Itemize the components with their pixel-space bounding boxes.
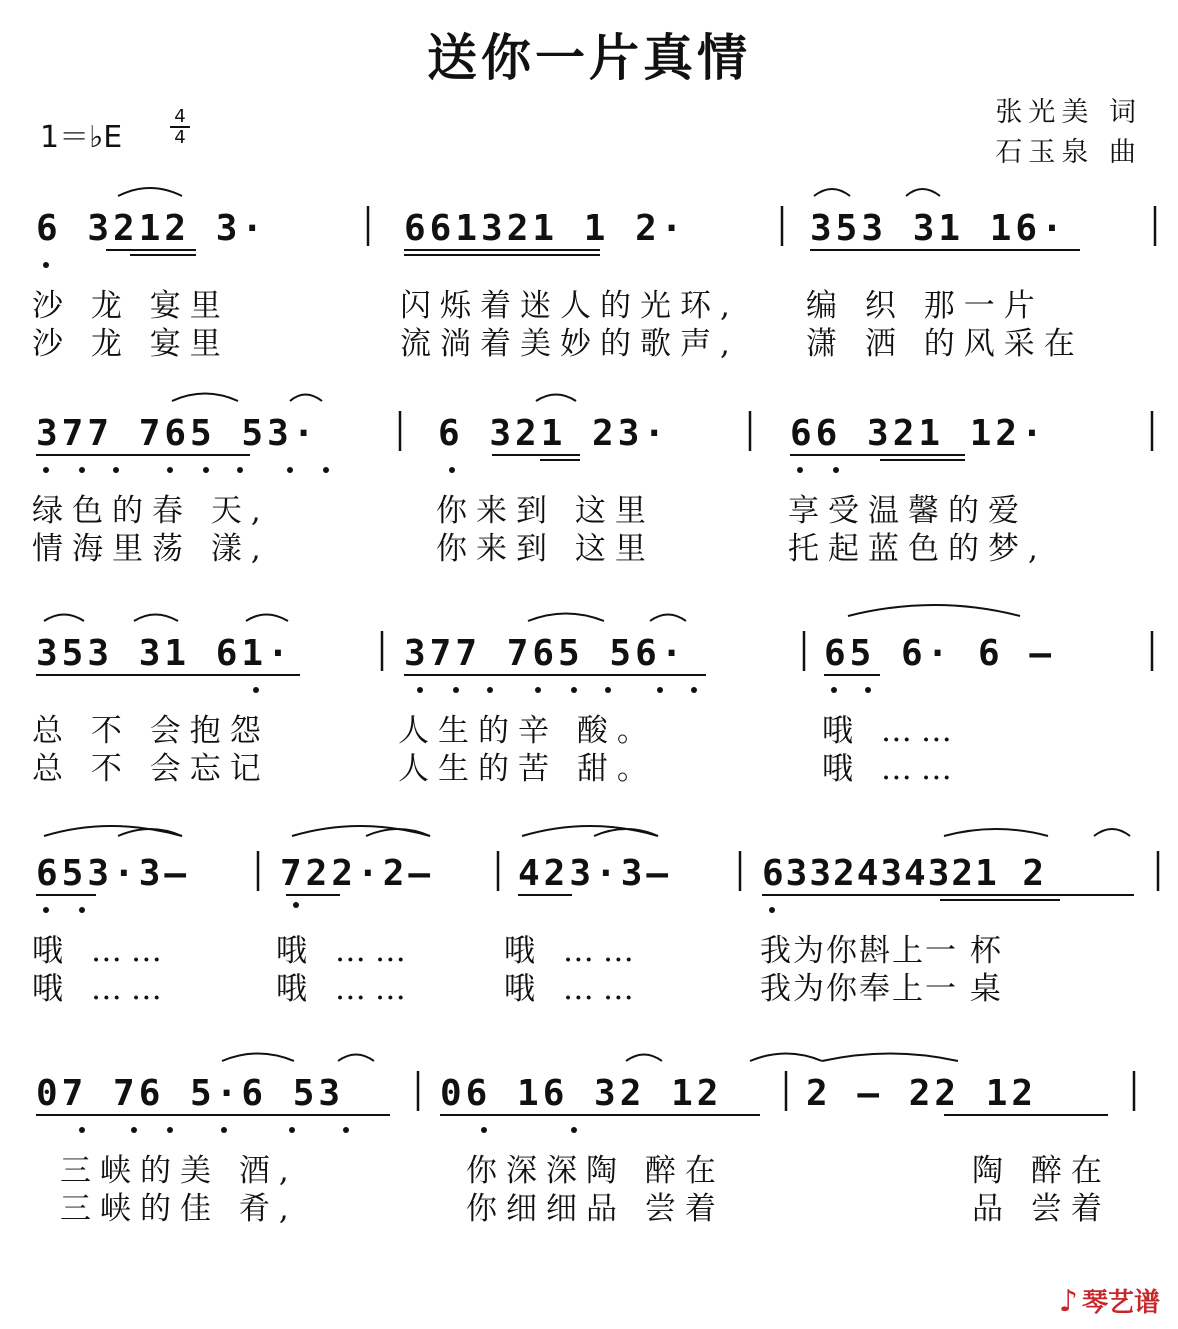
slur (906, 189, 940, 196)
slur (290, 395, 322, 402)
slur (222, 1054, 294, 1062)
lyric-4-2-v2: 哦 …… (276, 971, 415, 1007)
lyric-1-1-v1: 沙 龙 宴里 (32, 288, 230, 324)
measure-3-1-notes: 353 31 61· (36, 633, 293, 674)
slur (594, 829, 658, 836)
octave-dot (167, 1127, 173, 1133)
measure-3-2-notes: 377 765 56· (404, 633, 687, 674)
octave-dot (43, 262, 49, 268)
lyric-2-3-v1: 享受温馨的爱 (788, 493, 1028, 529)
lyricist-credit: 张光美 词 (995, 97, 1142, 128)
octave-dot (449, 467, 455, 473)
measure-2-3-notes: 66 321 12· (790, 413, 1047, 454)
lyric-3-2-v1: 人生的辛 酸。 (398, 713, 657, 749)
lyric-4-2-v1: 哦 …… (276, 933, 415, 969)
slur (650, 615, 686, 622)
lyric-3-3-v1: 哦 …… (822, 713, 961, 749)
time-signature-bottom: 4 (174, 127, 186, 148)
lyric-1-2-v2: 流淌着美妙的歌声, (400, 326, 739, 362)
slur (750, 1054, 822, 1062)
measure-3-3-notes: 65 6· 6 – (824, 633, 1056, 674)
slur (522, 826, 658, 836)
lyric-5-3-v1: 陶 醉在 (972, 1153, 1111, 1189)
slur (292, 826, 430, 836)
lyric-3-2-v2: 人生的苦 甜。 (398, 751, 657, 787)
octave-dot (79, 467, 85, 473)
lyric-3-1-v1: 总 不 会抱怨 (32, 713, 270, 749)
lyric-4-3-v2: 哦 …… (504, 971, 643, 1007)
lyric-3-3-v2: 哦 …… (822, 751, 961, 787)
octave-dot (769, 907, 775, 913)
measure-5-3-notes: 2 – 22 12 (806, 1073, 1038, 1114)
logo-icon: ♪ (1058, 1284, 1078, 1319)
slur (848, 605, 1020, 616)
slur (366, 829, 430, 836)
lyric-1-3-v2: 潇 洒 的风采在 (806, 326, 1084, 362)
slur (246, 615, 288, 622)
slur (626, 1055, 662, 1062)
octave-dot (571, 687, 577, 693)
lyric-5-1-v1: 三峡的美 酒, (60, 1153, 298, 1189)
lyric-1-3-v1: 编 织 那一片 (806, 288, 1044, 324)
octave-dot (113, 467, 119, 473)
slur (338, 1055, 374, 1062)
octave-dot (221, 1127, 227, 1133)
octave-dot (833, 467, 839, 473)
lyric-4-3-v1: 哦 …… (504, 933, 643, 969)
lyric-4-1-v1: 哦 …… (32, 933, 171, 969)
octave-dot (605, 687, 611, 693)
measure-4-2-notes: 722·2– (280, 853, 435, 894)
lyric-3-1-v2: 总 不 会忘记 (32, 751, 270, 787)
slur (118, 188, 182, 196)
slur (822, 1054, 958, 1062)
lyric-1-2-v1: 闪烁着迷人的光环, (400, 288, 739, 324)
measure-1-2-notes: 661321 1 2· (404, 208, 687, 249)
lyric-4-4-v2: 我为你奉上一 桌 (760, 971, 1003, 1007)
slur (134, 615, 178, 622)
octave-dot (43, 907, 49, 913)
octave-dot (691, 687, 697, 693)
octave-dot (487, 687, 493, 693)
measure-4-4-notes: 6332434321 2 (762, 853, 1047, 894)
lyric-2-1-v1: 绿色的春 天, (32, 493, 270, 529)
lyric-5-2-v2: 你细细品 尝着 (466, 1191, 725, 1227)
octave-dot (657, 687, 663, 693)
slur (44, 826, 182, 836)
time-signature-top: 4 (174, 106, 186, 127)
measure-4-1-notes: 653·3– (36, 853, 191, 894)
octave-dot (79, 907, 85, 913)
measure-2-2-notes: 6 321 23· (438, 413, 670, 454)
octave-dot (571, 1127, 577, 1133)
octave-dot (831, 687, 837, 693)
slur (528, 614, 604, 622)
octave-dot (535, 687, 541, 693)
octave-dot (131, 1127, 137, 1133)
watermark-text: 琴艺谱 (1081, 1288, 1160, 1318)
measure-4-3-notes: 423·3– (518, 853, 673, 894)
octave-dot (253, 687, 259, 693)
lyric-4-1-v2: 哦 …… (32, 971, 171, 1007)
measure-1-3-notes: 353 31 16· (810, 208, 1067, 249)
octave-dot (237, 467, 243, 473)
lyric-1-1-v2: 沙 龙 宴里 (32, 326, 230, 362)
lyric-5-2-v1: 你深深陶 醉在 (466, 1153, 725, 1189)
measure-1-1-notes: 6 3212 3· (36, 208, 268, 249)
page-title: 送你一片真情 (427, 28, 751, 87)
octave-dot (481, 1127, 487, 1133)
watermark-logo (1059, 1282, 1160, 1319)
octave-dot (287, 467, 293, 473)
octave-dot (289, 1127, 295, 1133)
slur (172, 394, 238, 402)
lyric-2-3-v2: 托起蓝色的梦, (788, 531, 1047, 567)
octave-dot (797, 467, 803, 473)
slur (944, 829, 1048, 836)
lyric-2-2-v2: 你来到 这里 (436, 531, 655, 567)
composer-credit: 石玉泉 曲 (995, 137, 1142, 168)
octave-dot (43, 467, 49, 473)
octave-dot (79, 1127, 85, 1133)
slur (814, 189, 850, 196)
slur (44, 615, 84, 622)
slur (1094, 829, 1130, 836)
lyric-5-1-v2: 三峡的佳 肴, (60, 1191, 298, 1227)
octave-dot (865, 687, 871, 693)
octave-dot (453, 687, 459, 693)
octave-dot (343, 1127, 349, 1133)
octave-dot (293, 902, 299, 908)
octave-dot (417, 687, 423, 693)
lyric-5-3-v2: 品 尝着 (972, 1191, 1111, 1227)
lyric-4-4-v1: 我为你斟上一 杯 (760, 933, 1003, 969)
slur (536, 395, 576, 402)
octave-dot (203, 467, 209, 473)
key-text: 1＝♭E (40, 120, 123, 155)
octave-dot (167, 467, 173, 473)
measure-5-2-notes: 06 16 32 12 (440, 1073, 723, 1114)
measure-2-1-notes: 377 765 53· (36, 413, 319, 454)
lyric-2-1-v2: 情海里荡 漾, (32, 531, 270, 567)
lyric-2-2-v1: 你来到 这里 (436, 493, 655, 529)
measure-5-1-notes: 07 76 5·6 53 (36, 1073, 345, 1114)
octave-dot (323, 467, 329, 473)
